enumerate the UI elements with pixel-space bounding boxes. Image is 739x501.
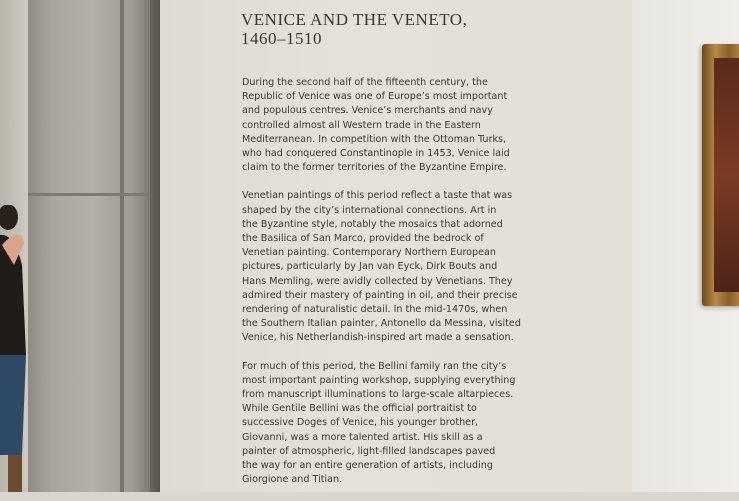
painting-frame (702, 44, 739, 306)
stone-pillar (28, 0, 158, 492)
placard-title-line1: VENICE AND THE VENETO, (241, 10, 468, 29)
placard-paragraph: For much of this period, the Bellini family ran the city’s most important painting workshop, supplying everything from manuscript illuminations to large-scale altarpieces. While Gentile Bellini was the official portraitist to successive Doges of Venice, his younger brother, Giovanni, was a more talented artist. His skill as a painter of atmospheric, light-filled landscapes paved the way for an entire generation of artists, including Giorgione and Titian. (242, 360, 516, 486)
placard-title (241, 10, 467, 48)
pillar-seam (120, 0, 124, 492)
placard-title-line2: 1460–1510 (241, 29, 322, 48)
painting-canvas (714, 58, 739, 292)
placard-paragraph: During the second half of the fifteenth century, the Republic of Venice was one of Europe’s most important and populous centres. Venice’s merchants and navy controlled almost all Western trade in the Eastern Mediterranean. In competition with the Ottoman Turks, who had conquered Constantinople in 1453, Venice laid claim to the former territories of the Byzantine Empire. (242, 77, 510, 174)
visitor-figure (0, 205, 30, 492)
pillar-shadow-edge (150, 0, 160, 492)
pillar-joint (28, 193, 158, 196)
placard-body (242, 76, 522, 501)
placard-paragraph: Venetian paintings of this period reflect a taste that was shaped by the city’s international connections. Art in the Byzantine style, notably the mosaics that adorned the Basilica of San Marco, provided the bedrock of Venetian painting. Contemporary Northern European pictures, particularly by Jan van Eyck, Dirk Bouts and Hans Memling, were avidly collected by Venetians. They admired their mastery of painting in oil, and their precise rendering of naturalistic detail. In the mid-1470s, when the Southern Italian painter, Antonello da Messina, visited Venice, his Netherlandish-inspired art made a sensation. (242, 190, 521, 344)
